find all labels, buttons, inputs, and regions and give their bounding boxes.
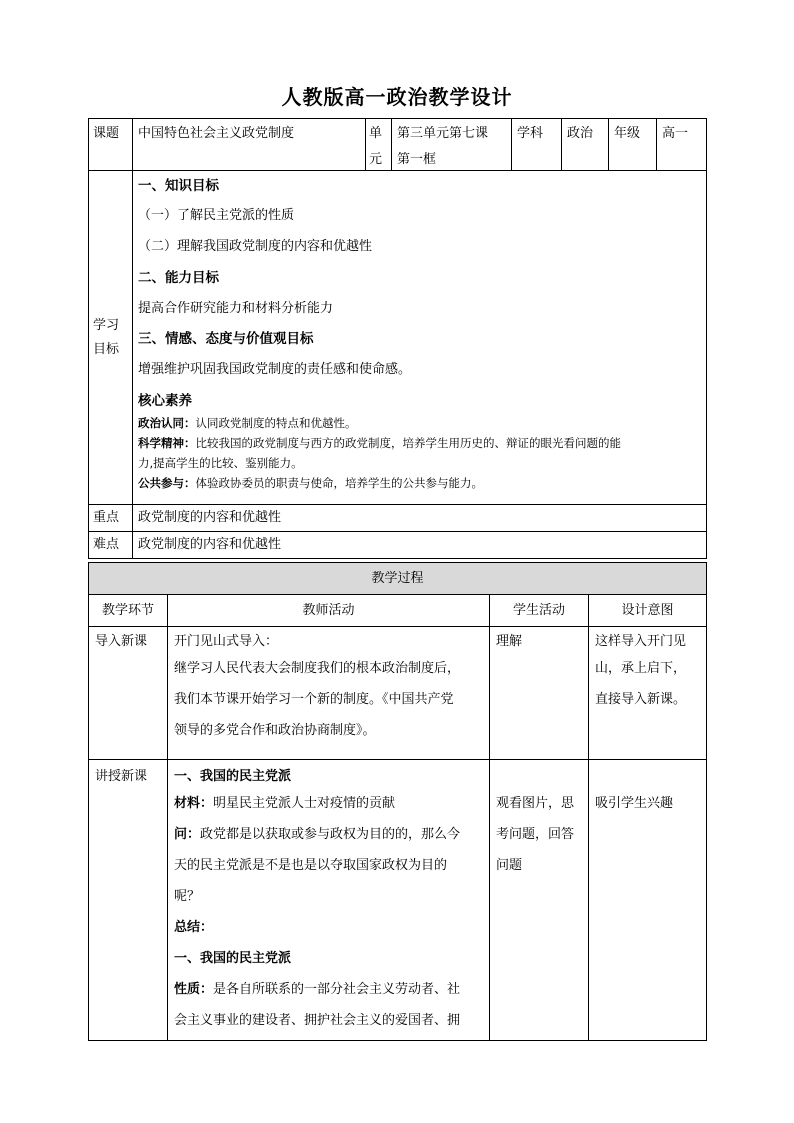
knowledge-item-2: （二）理解我国政党制度的内容和优越性 — [138, 239, 373, 254]
subject-label: 学科 — [512, 119, 562, 171]
lecture-student-1: 观看图片，思 — [496, 796, 575, 811]
lecture-nature-a — [174, 974, 483, 1005]
grade-value: 高一 — [657, 119, 707, 171]
lecture-question-label: 问： — [174, 827, 201, 842]
grade-label: 年级 — [609, 119, 657, 171]
page-title: 人教版高一政治教学设计 — [281, 85, 513, 109]
lecture-question-a-text: 政党都是以获取或参与政权为目的的，那么今 — [200, 827, 461, 842]
difficult-point-label: 难点 — [89, 532, 133, 559]
teaching-process-table — [88, 562, 707, 1041]
course-value: 中国特色社会主义政党制度 — [133, 119, 366, 171]
ability-item-1: 提高合作研究能力和材料分析能力 — [138, 301, 334, 316]
intro-teacher-4: 领导的多党合作和政治协商制度》。 — [174, 723, 376, 738]
lecture-material — [174, 788, 483, 819]
course-label: 课题 — [89, 119, 133, 171]
objectives-row — [89, 171, 707, 505]
lecture-heading-1: 一、我国的民主党派 — [174, 769, 292, 784]
knowledge-title: 一、知识目标 — [138, 178, 219, 194]
difficult-point-value: 政党制度的内容和优越性 — [133, 532, 707, 559]
process-header-row — [89, 563, 707, 595]
intro-teacher-1: 开门见山式导入： — [174, 634, 279, 649]
subject-value: 政治 — [562, 119, 609, 171]
core-item-2-label: 科学精神： — [138, 436, 196, 450]
ability-title: 二、能力目标 — [138, 270, 219, 286]
lecture-material-label: 材料： — [174, 796, 214, 811]
core-title: 核心素养 — [138, 393, 192, 409]
intro-stage-text: 导入新课 — [95, 634, 148, 649]
emotion-item-1: 增强维护巩固我国政党制度的责任感和使命感。 — [138, 362, 412, 377]
lesson-info-table — [88, 118, 707, 559]
intro-intent-3: 直接导入新课。 — [595, 692, 687, 707]
objectives-label-1: 学习 — [93, 317, 120, 333]
lecture-row — [89, 760, 707, 1041]
core-item-1-label: 政治认同： — [138, 416, 196, 430]
difficult-point-row — [89, 532, 707, 559]
core-item-1-text: 认同政党制度的特点和优越性。 — [195, 416, 357, 430]
unit-label-1: 单 — [369, 126, 383, 141]
intro-intent-2: 山，承上启下， — [595, 661, 687, 676]
process-columns-row — [89, 595, 707, 627]
key-point-value: 政党制度的内容和优越性 — [133, 505, 707, 532]
intro-intent-1: 这样导入开门见 — [595, 634, 687, 649]
intro-intent — [589, 627, 707, 760]
intro-row — [89, 627, 707, 760]
intro-teacher — [168, 627, 490, 760]
lecture-student-3: 问题 — [496, 858, 523, 873]
lecture-material-text: 明星民主党派人士对疫情的贡献 — [213, 796, 396, 811]
lecture-question-c: 呢？ — [174, 889, 201, 904]
lecture-student-2: 考问题，回答 — [496, 827, 575, 842]
key-point-row — [89, 505, 707, 532]
col-student: 学生活动 — [490, 595, 589, 627]
core-item-2-text-b: 力,提高学生的比较、鉴别能力。 — [138, 456, 303, 470]
key-point-label: 重点 — [89, 505, 133, 532]
col-teacher: 教师活动 — [168, 595, 490, 627]
core-item-3 — [138, 473, 701, 493]
lecture-stage — [89, 760, 168, 1041]
lecture-question-b: 天的民主党派是不是也是以夺取国家政权为目的 — [174, 858, 448, 873]
lecture-question-a — [174, 819, 483, 850]
info-row — [89, 119, 707, 171]
unit-value-2: 第一框 — [397, 152, 437, 167]
lecture-student — [490, 760, 589, 1041]
lecture-intent — [589, 760, 707, 1041]
emotion-title: 三、情感、态度与价值观目标 — [138, 331, 314, 347]
lecture-stage-text: 讲授新课 — [95, 769, 148, 784]
lecture-nature-label: 性质： — [174, 982, 214, 997]
lecture-intent-text: 吸引学生兴趣 — [595, 796, 674, 811]
col-stage: 教学环节 — [89, 595, 168, 627]
objectives-content — [133, 171, 707, 505]
intro-teacher-2: 继学习人民代表大会制度我们的根本政治制度后， — [174, 661, 461, 676]
core-item-1 — [138, 413, 701, 433]
col-intent: 设计意图 — [589, 595, 707, 627]
core-item-2-text-a: 比较我国的政党制度与西方的政党制度，培养学生用历史的、辩证的眼光看问题的能 — [195, 436, 621, 450]
intro-teacher-3: 我们本节课开始学习一个新的制度。《中国共产党 — [174, 692, 454, 707]
objectives-label-2: 目标 — [93, 341, 120, 357]
lecture-nature-a-text: 是各自所联系的一部分社会主义劳动者、社 — [213, 982, 461, 997]
lecture-summary: 总结： — [174, 920, 214, 935]
lecture-nature-b: 会主义事业的建设者、拥护社会主义的爱国者、拥 — [174, 1013, 461, 1028]
core-item-3-label: 公共参与： — [138, 476, 196, 490]
core-item-3-text: 体验政协委员的职责与使命，培养学生的公共参与能力。 — [195, 476, 483, 490]
unit-label-2: 元 — [369, 152, 383, 167]
core-item-2 — [138, 433, 701, 453]
process-header: 教学过程 — [89, 563, 707, 595]
intro-stage — [89, 627, 168, 760]
lecture-heading-2: 一、我国的民主党派 — [174, 951, 292, 966]
unit-value-1: 第三单元第七课 — [397, 126, 489, 141]
lecture-teacher — [168, 760, 490, 1041]
intro-student-text: 理解 — [496, 634, 523, 649]
intro-student — [490, 627, 589, 760]
knowledge-item-1: （一）了解民主党派的性质 — [138, 208, 295, 223]
